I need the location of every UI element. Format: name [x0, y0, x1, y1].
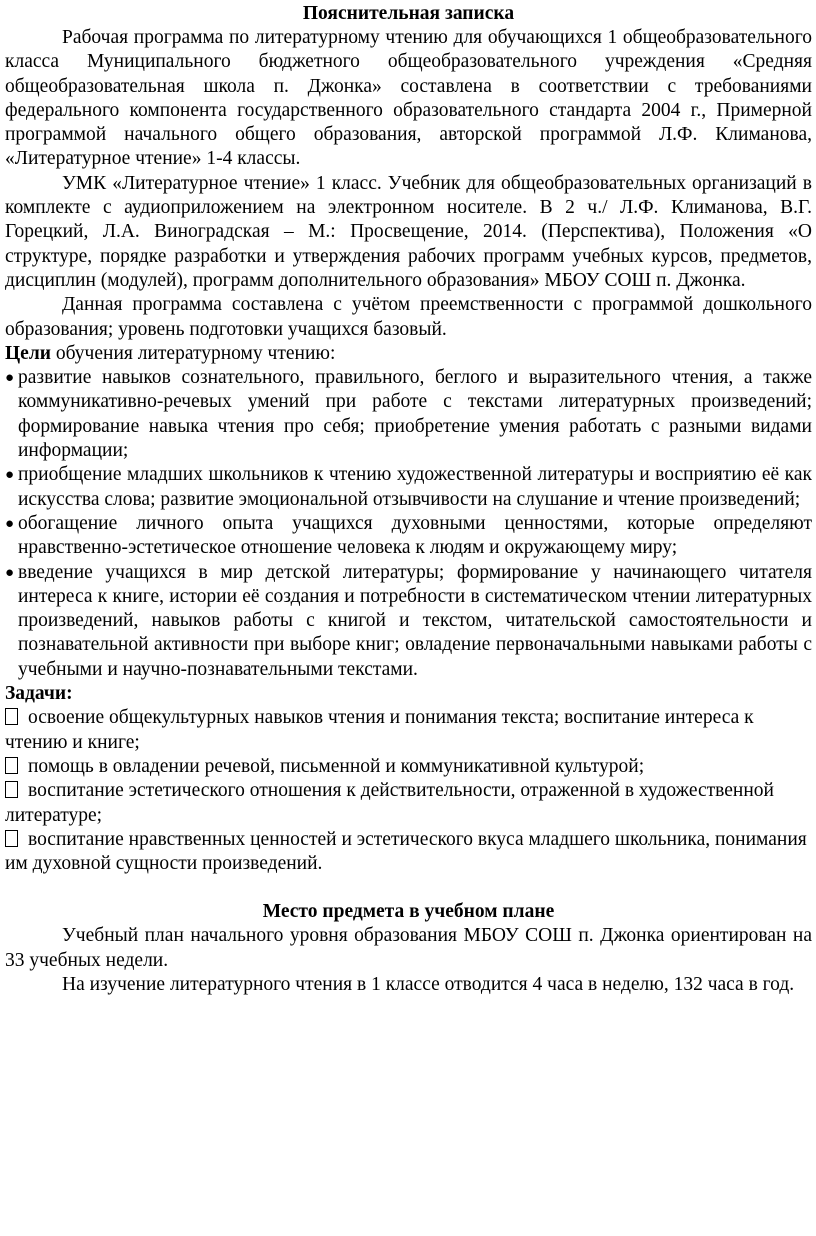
checkbox-icon	[5, 781, 18, 798]
bullet-icon: ●	[5, 467, 15, 484]
goals-label: Цели	[5, 342, 51, 364]
goal-text: приобщение младших школьников к чтению художественной литературы и восприятию её как искусства слова; развитие эмоциональной отзывчивости на слушание и чтение произведений;	[18, 464, 812, 510]
checkbox-icon	[5, 757, 18, 774]
goals-intro	[5, 342, 812, 366]
task-text: воспитание нравственных ценностей и эстетического вкуса младшего школьника, понимания им духовной сущности произведений.	[5, 828, 807, 875]
task-item	[5, 706, 812, 755]
task-item	[5, 755, 812, 779]
goal-text: обогащение личного опыта учащихся духовными ценностями, которые определяют нравственно-эстетическое отношение человека к людям и окружающему миру;	[18, 512, 812, 559]
goal-item	[5, 512, 812, 561]
section-title-curriculum-place: Место предмета в учебном плане	[262, 901, 555, 923]
goal-text: введение учащихся в мир детской литературы; формирование у начинающего читателя интереса к книге, истории её создания и потребности в систематическом чтении литературных произведений, навыков работы с книгой и текстом, читательской самостоятельности и познавательной активности при выборе книг; овладение первоначальными навыками работы с учебными и научно-познавательными текстами.	[18, 561, 812, 680]
goal-item	[5, 463, 812, 512]
goals-intro-text: обучения литературному чтению:	[51, 342, 336, 364]
bullet-icon: ●	[5, 515, 15, 532]
goal-item	[5, 366, 812, 463]
paragraph-program-basis: Рабочая программа по литературному чтению для обучающихся 1 общеобразовательного класса Муниципального бюджетного общеобразовательного учреждения «Средняя общеобразовательная школа п. Джонка» составлена в соответствии с требованиями федерального компонента государственного образовательного стандарта 2004 г., Примерной программой начального общего образования, авторской программой Л.Ф. Климанова, «Литературное чтение» 1-4 классы.	[5, 27, 812, 170]
task-item	[5, 779, 812, 828]
bullet-icon: ●	[5, 564, 15, 581]
task-text: помощь в овладении речевой, письменной и коммуникативной культурой;	[28, 755, 645, 777]
section-title-explanatory-note: Пояснительная записка	[302, 3, 515, 24]
goal-text: развитие навыков сознательного, правильного, беглого и выразительного чтения, а также коммуникативно-речевых умений при работе с текстами литературных произведений; формирование навыка чтения про себя; приобретение умения работать с разными видами информации;	[18, 367, 812, 462]
tasks-label: Задачи:	[5, 683, 73, 705]
paragraph-hours: На изучение литературного чтения в 1 классе отводится 4 часа в неделю, 132 часа в год.	[62, 973, 795, 995]
bullet-icon: ●	[5, 370, 15, 387]
task-text: освоение общекультурных навыков чтения и понимания текста; воспитание интереса к чтению и книге;	[5, 707, 754, 753]
task-text: воспитание эстетического отношения к действительности, отраженной в художественной литературе;	[5, 780, 774, 826]
paragraph-continuity: Данная программа составлена с учётом преемственности с программой дошкольного образования; уровень подготовки учащихся базовый.	[5, 294, 812, 340]
task-item	[5, 828, 812, 877]
checkbox-icon	[5, 708, 18, 725]
checkbox-icon	[5, 830, 18, 847]
goals-list	[5, 366, 812, 682]
paragraph-textbook-info: УМК «Литературное чтение» 1 класс. Учебник для общеобразовательных организаций в комплекте с аудиоприложением на электронном носителе. В 2 ч./ Л.Ф. Климанова, В.Г. Горецкий, Л.А. Виноградская – М.: Просвещение, 2014. (Перспектива), Положения «О структуре, порядке разработки и утверждения рабочих программ учебных курсов, предметов, дисциплин (модулей), программ дополнительного образования» МБОУ СОШ п. Джонка.	[5, 172, 812, 291]
paragraph-curriculum-weeks: Учебный план начального уровня образования МБОУ СОШ п. Джонка ориентирован на 33 учебных недели.	[5, 925, 812, 971]
goal-item	[5, 561, 812, 682]
